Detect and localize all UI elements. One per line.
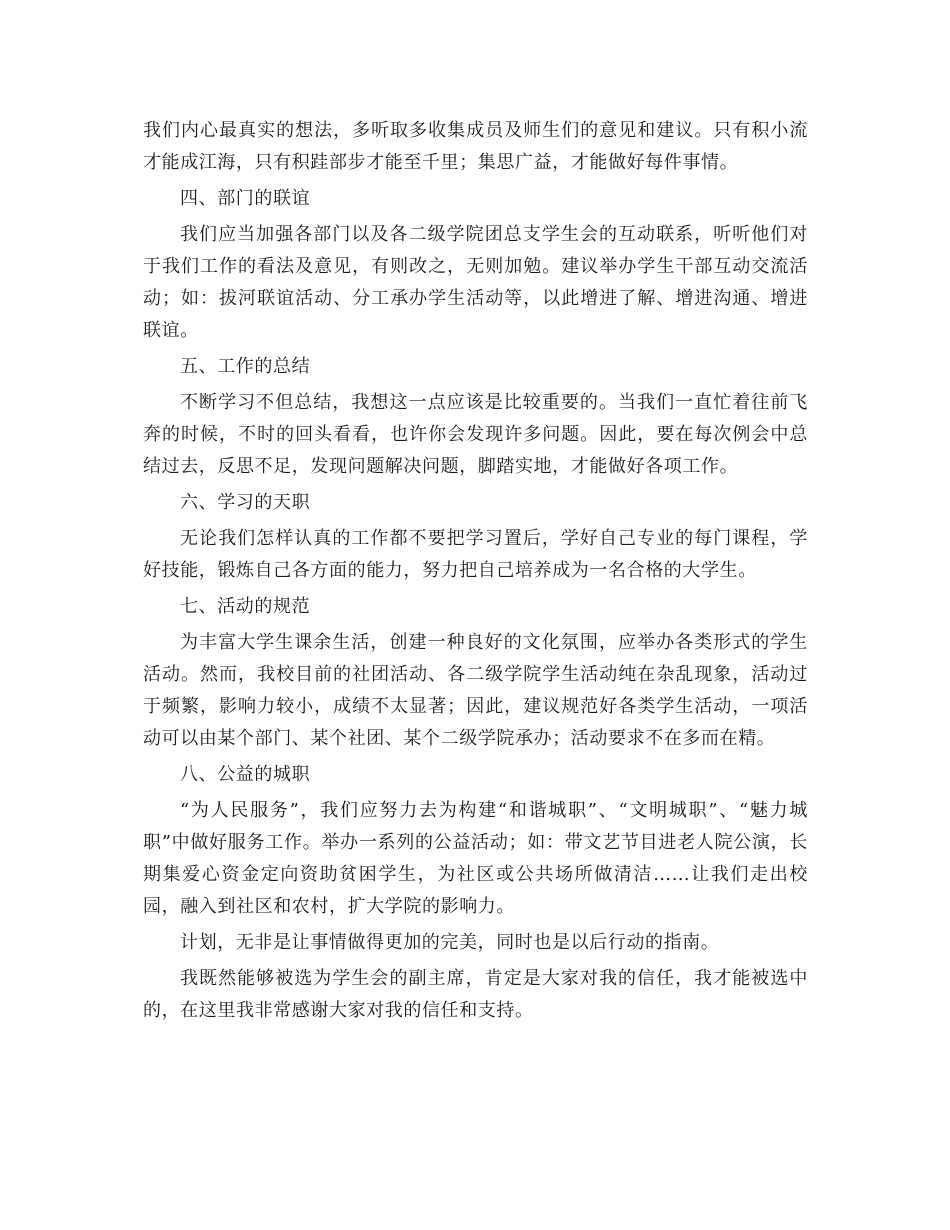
paragraph-department-liaison: 我们应当加强各部门以及各二级学院团总支学生会的互动联系，听听他们对于我们工作的看法及意见，有则改之，无则加勉。建议举办学生干部互动交流活动；如：拔河联谊活动、分工承办学生活动等，以此增进了解、增进沟通、增进联谊。 bbox=[143, 224, 808, 341]
paragraph-closing: 我既然能够被选为学生会的副主席，肯定是大家对我的信任，我才能被选中的，在这里我非常感谢大家对我的信任和支持。 bbox=[143, 968, 808, 1021]
paragraph-plan: 计划，无非是让事情做得更加的完美，同时也是以后行动的指南。 bbox=[180, 932, 720, 953]
paragraph-public-welfare: “为人民服务”，我们应努力去为构建“和谐城职”、“文明城职”、“魅力城职”中做好服务工作。举办一系列的公益活动；如：带文艺节目进老人院公演，长期集爱心资金定向资助贫困学生，为社区或公共场所做清洁……让我们走出校园，融入到社区和农村，扩大学院的影响力。 bbox=[143, 800, 808, 917]
paragraph-work-summary: 不断学习不但总结，我想这一点应该是比较重要的。当我们一直忙着往前飞奔的时候，不时的回头看看，也许你会发现许多问题。因此，要在每次例会中总结过去，反思不足，发现问题解决问题，脚踏实地，才能做好各项工作。 bbox=[143, 392, 808, 477]
section-heading-7: 七、活动的规范 bbox=[180, 596, 311, 617]
paragraph-activity-standards: 为丰富大学生课余生活，创建一种良好的文化氛围，应举办各类形式的学生活动。然而，我校目前的社团活动、各二级学院学生活动纯在杂乱现象，活动过于频繁，影响力较小，成绩不太显著；因此，建议规范好各类学生活动，一项活动可以由某个部门、某个社团、某个二级学院承办；活动要求不在多而在精。 bbox=[143, 632, 808, 749]
section-heading-6: 六、学习的天职 bbox=[180, 492, 311, 513]
document-body bbox=[143, 115, 808, 1031]
section-heading-8: 八、公益的城职 bbox=[180, 764, 311, 785]
paragraph-study-duty: 无论我们怎样认真的工作都不要把学习置后，学好自己专业的每门课程，学好技能，锻炼自己各方面的能力，努力把自己培养成为一名合格的大学生。 bbox=[143, 528, 808, 581]
section-heading-5: 五、工作的总结 bbox=[180, 356, 311, 377]
section-heading-4: 四、部门的联谊 bbox=[180, 188, 311, 209]
paragraph-continued: 我们内心最真实的想法，多听取多收集成员及师生们的意见和建议。只有积小流才能成江海，只有积跬部步才能至千里；集思广益，才能做好每件事情。 bbox=[143, 120, 808, 173]
